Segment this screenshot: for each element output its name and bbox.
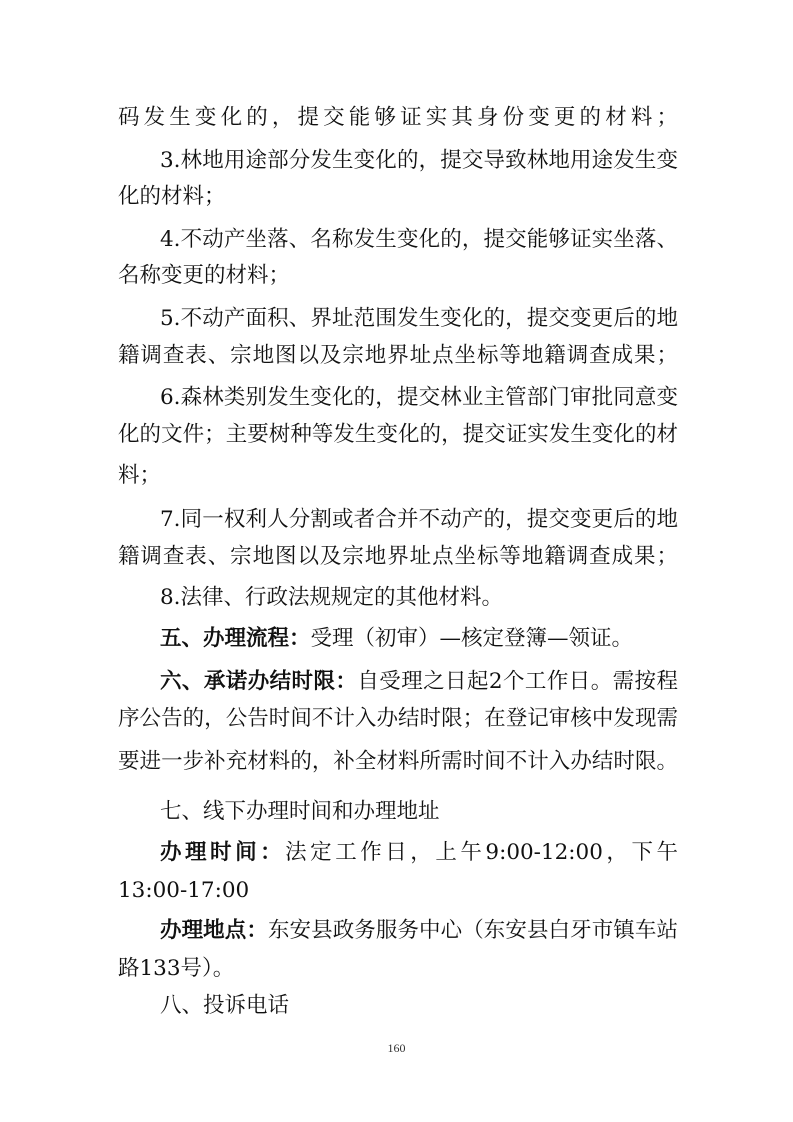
body-line: 码发生变化的，提交能够证实其身份变更的材料；: [118, 105, 678, 130]
body-line: 7.同一权利人分割或者合并不动产的，提交变更后的地: [160, 507, 678, 532]
office-hours-text: 法定工作日，上午9:00-12:00，下午: [285, 840, 678, 865]
body-line: 3.林地用途部分发生变化的，提交导致林地用途发生变: [160, 148, 678, 173]
section-5-heading: 五、办理流程：: [160, 626, 311, 651]
body-line: 料；: [118, 463, 162, 488]
section-6-line-2: 序公告的，公告时间不计入办结时限；在登记审核中发现需: [118, 706, 678, 731]
body-line: 籍调查表、宗地图以及宗地界址点坐标等地籍调查成果；: [118, 343, 678, 368]
body-line: 名称变更的材料；: [118, 263, 291, 288]
office-address-text: 东安县政务服务中心（东安县白牙市镇车站: [267, 918, 678, 943]
body-line: 5.不动产面积、界址范围发生变化的，提交变更后的地: [160, 306, 678, 331]
office-hours-line-2: 13:00-17:00: [118, 878, 250, 903]
section-5: [160, 625, 678, 653]
office-hours-line: [160, 839, 678, 867]
body-line: 8.法律、行政法规规定的其他材料。: [160, 585, 504, 610]
body-line: 籍调查表、宗地图以及宗地界址点坐标等地籍调查成果；: [118, 544, 678, 569]
office-address-label: 办理地点：: [160, 918, 268, 943]
body-line: 化的材料；: [118, 184, 226, 209]
page-number: 160: [387, 1041, 406, 1055]
office-address-line: [160, 917, 678, 945]
section-8-heading: 八、投诉电话: [160, 993, 290, 1018]
office-address-line-2: 路133号）。: [118, 956, 235, 981]
section-5-text: 受理（初审）—核定登簿—领证。: [310, 626, 634, 651]
body-line: 4.不动产坐落、名称发生变化的，提交能够证实坐落、: [160, 227, 678, 252]
section-7-heading: 七、线下办理时间和办理地址: [160, 799, 440, 824]
section-6-line-1: [160, 668, 678, 696]
section-6-heading: 六、承诺办结时限：: [160, 669, 358, 694]
section-6-text: 自受理之日起2个工作日。需按程: [357, 669, 678, 694]
body-line: 6.森林类别发生变化的，提交林业主管部门审批同意变: [160, 385, 678, 410]
body-line: 化的文件；主要树种等发生变化的，提交证实发生变化的材: [118, 422, 678, 447]
section-6-line-3: 要进一步补充材料的，补全材料所需时间不计入办结时限。: [118, 749, 678, 774]
office-hours-label: 办理时间：: [160, 840, 286, 865]
